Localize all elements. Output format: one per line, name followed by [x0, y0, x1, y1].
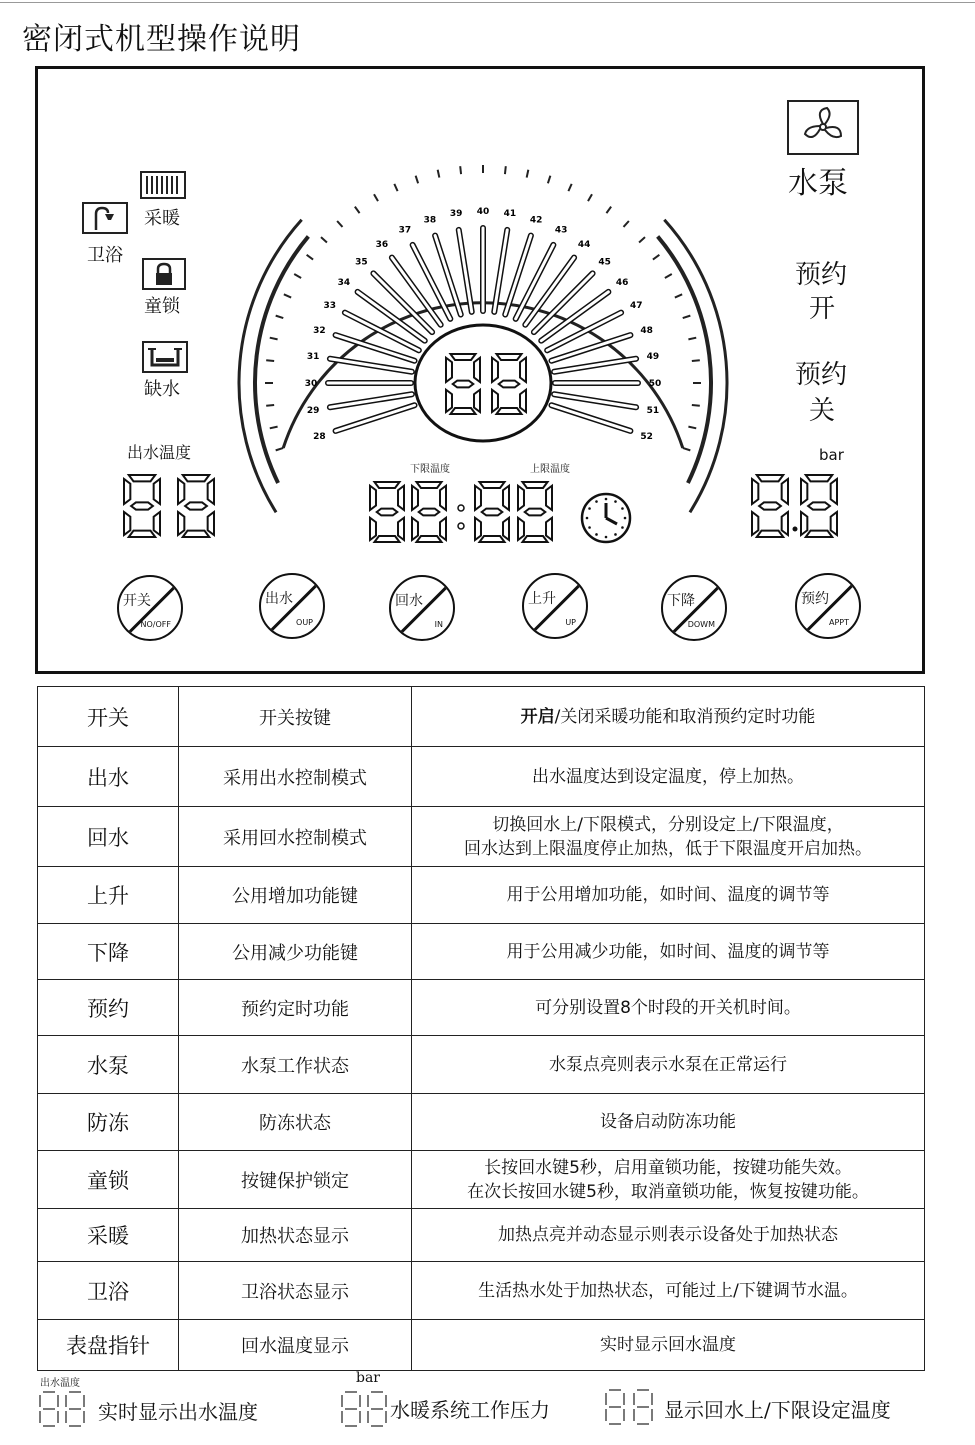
upper-limit-label: 上限温度: [530, 464, 570, 475]
outlet-button-sub: OUP: [296, 618, 313, 627]
desc-line: 开启/关闭采暖功能和取消预约定时功能: [520, 706, 816, 727]
up-button-sub: UP: [565, 618, 576, 627]
desc-line: 回水达到上限温度停止加热，低于下限温度开启加热。: [464, 838, 872, 859]
desc-line: 出水温度达到设定温度，停上加热。: [532, 766, 804, 787]
desc-emphasis: 开启: [520, 706, 555, 727]
dial-scale-label: 34: [337, 277, 351, 288]
table-cell-func: 加热状态显示: [179, 1209, 412, 1262]
water-shortage-label: 缺水: [144, 379, 180, 400]
legend-segment-digit: [634, 1390, 652, 1424]
table-cell-func: 卫浴状态显示: [179, 1262, 412, 1320]
outlet-button-label: 出水: [265, 591, 293, 607]
table-cell-name: 回水: [38, 807, 179, 867]
desc-line: 长按回水键5秒，启用童锁功能，按键功能失效。: [484, 1157, 852, 1178]
table-cell-func: 采用出水控制模式: [179, 747, 412, 807]
page-title: 密闭式机型操作说明: [22, 22, 301, 57]
legend-segment-digit: [40, 1392, 58, 1426]
dial-scale-label: 49: [646, 352, 660, 363]
desc-line: 设备启动防冻功能: [600, 1112, 736, 1132]
legend-text-outlet: 实时显示出水温度: [98, 1400, 258, 1424]
dial-scale-label: 36: [375, 239, 389, 250]
pressure-unit-label: bar: [819, 446, 844, 464]
table-cell-func: 开关按键: [179, 687, 412, 747]
table-cell-name: 童锁: [38, 1151, 179, 1209]
legend-tag-pressure: bar: [356, 1370, 381, 1386]
up-button-label: 上升: [528, 591, 556, 607]
power-button-sub: NO/OFF: [140, 620, 171, 629]
legend-text-limits: 显示回水上/下限设定温度: [664, 1398, 891, 1422]
legend-segment-digit: [342, 1392, 360, 1426]
desc-line: 生活热水处于加热状态，可能过上/下键调节水温。: [478, 1280, 858, 1301]
legend-segment-digit: [66, 1392, 84, 1426]
power-button-label: 开关: [123, 593, 151, 609]
down-button-sub: DOWM: [687, 620, 715, 629]
legend-tag-outlet: 出水温度: [40, 1378, 80, 1389]
dial-scale-label: 31: [306, 352, 320, 363]
table-cell-name: 卫浴: [38, 1262, 179, 1320]
appt-off-line1: 预约: [795, 360, 848, 390]
legend-segment-digit: [606, 1390, 624, 1424]
table-cell-func: 公用减少功能键: [179, 924, 412, 980]
table-cell-name: 防冻: [38, 1094, 179, 1151]
dial-scale-label: 38: [423, 215, 437, 226]
appt-button-label: 预约: [801, 591, 829, 607]
legend-segment-digit: [368, 1392, 386, 1426]
dial-scale-label: 33: [323, 300, 337, 311]
dial-scale-label: 43: [554, 225, 568, 236]
table-cell-func: 水泵工作状态: [179, 1036, 412, 1094]
dial-scale-label: 47: [629, 300, 643, 311]
desc-line: 在次长按回水键5秒，取消童锁功能，恢复按键功能。: [467, 1181, 869, 1202]
desc-line: 实时显示回水温度: [600, 1335, 736, 1355]
dial-scale-label: 29: [306, 405, 320, 416]
bath-label: 卫浴: [87, 245, 123, 266]
down-button-label: 下降: [667, 593, 695, 609]
appt-off-line2: 关: [809, 396, 836, 426]
desc-line: 加热点亮并动态显示则表示设备处于加热状态: [498, 1225, 838, 1245]
table-cell-name: 上升: [38, 867, 179, 924]
lock-label: 童锁: [144, 296, 180, 317]
desc-line: 切换回水上/下限模式，分别设定上/下限温度，: [492, 814, 844, 835]
legend-text-pressure: 水暖系统工作压力: [390, 1398, 550, 1422]
table-cell-func: 防冻状态: [179, 1094, 412, 1151]
dial-scale-label: 46: [615, 277, 629, 288]
outlet-temp-label: 出水温度: [127, 443, 192, 462]
table-cell-name: 出水: [38, 747, 179, 807]
dial-scale-label: 35: [355, 257, 368, 268]
dial-scale-label: 44: [577, 239, 591, 250]
table-cell-name: 开关: [38, 687, 179, 747]
dial-scale-label: 32: [313, 325, 326, 336]
desc-line: 水泵点亮则表示水泵在正常运行: [549, 1054, 787, 1075]
appt-on-line1: 预约: [795, 260, 848, 290]
dial-scale-label: 28: [313, 432, 326, 443]
lower-limit-label: 下限温度: [410, 464, 450, 475]
appt-button-sub: APPT: [828, 618, 849, 627]
appt-on-line2: 开: [809, 294, 836, 324]
dial-scale-label: 48: [640, 325, 653, 336]
dial-scale-label: 40: [476, 207, 490, 217]
table-cell-func: 按键保护锁定: [179, 1151, 412, 1209]
dial-scale-label: 37: [398, 225, 412, 236]
table-cell-name: 采暖: [38, 1209, 179, 1262]
dial-scale-label: 41: [503, 209, 517, 220]
dial-scale-label: 39: [449, 209, 463, 220]
table-cell-func: 采用回水控制模式: [179, 807, 412, 867]
pump-label: 水泵: [788, 166, 848, 201]
dial-scale-label: 45: [598, 257, 611, 268]
table-cell-func: 预约定时功能: [179, 980, 412, 1036]
desc-line: 可分别设置8个时段的开关机时间。: [535, 997, 801, 1018]
table-cell-name: 下降: [38, 924, 179, 980]
table-cell-func: 公用增加功能键: [179, 867, 412, 924]
dial-scale-label: 30: [304, 379, 318, 389]
table-cell-func: 回水温度显示: [179, 1320, 412, 1371]
dial-scale-label: 51: [646, 405, 660, 416]
dial-scale-label: 52: [640, 432, 653, 443]
return-button-label: 回水: [395, 593, 423, 609]
heating-label: 采暖: [144, 208, 180, 229]
dial-scale-label: 50: [648, 379, 662, 389]
desc-line: 用于公用减少功能，如时间、温度的调节等: [506, 941, 830, 962]
table-cell-name: 预约: [38, 980, 179, 1036]
table-cell-name: 水泵: [38, 1036, 179, 1094]
return-button-sub: IN: [434, 620, 443, 629]
table-cell-name: 表盘指针: [38, 1320, 179, 1371]
desc-line: 用于公用增加功能，如时间、温度的调节等: [506, 885, 830, 905]
dial-scale-label: 42: [529, 215, 543, 226]
